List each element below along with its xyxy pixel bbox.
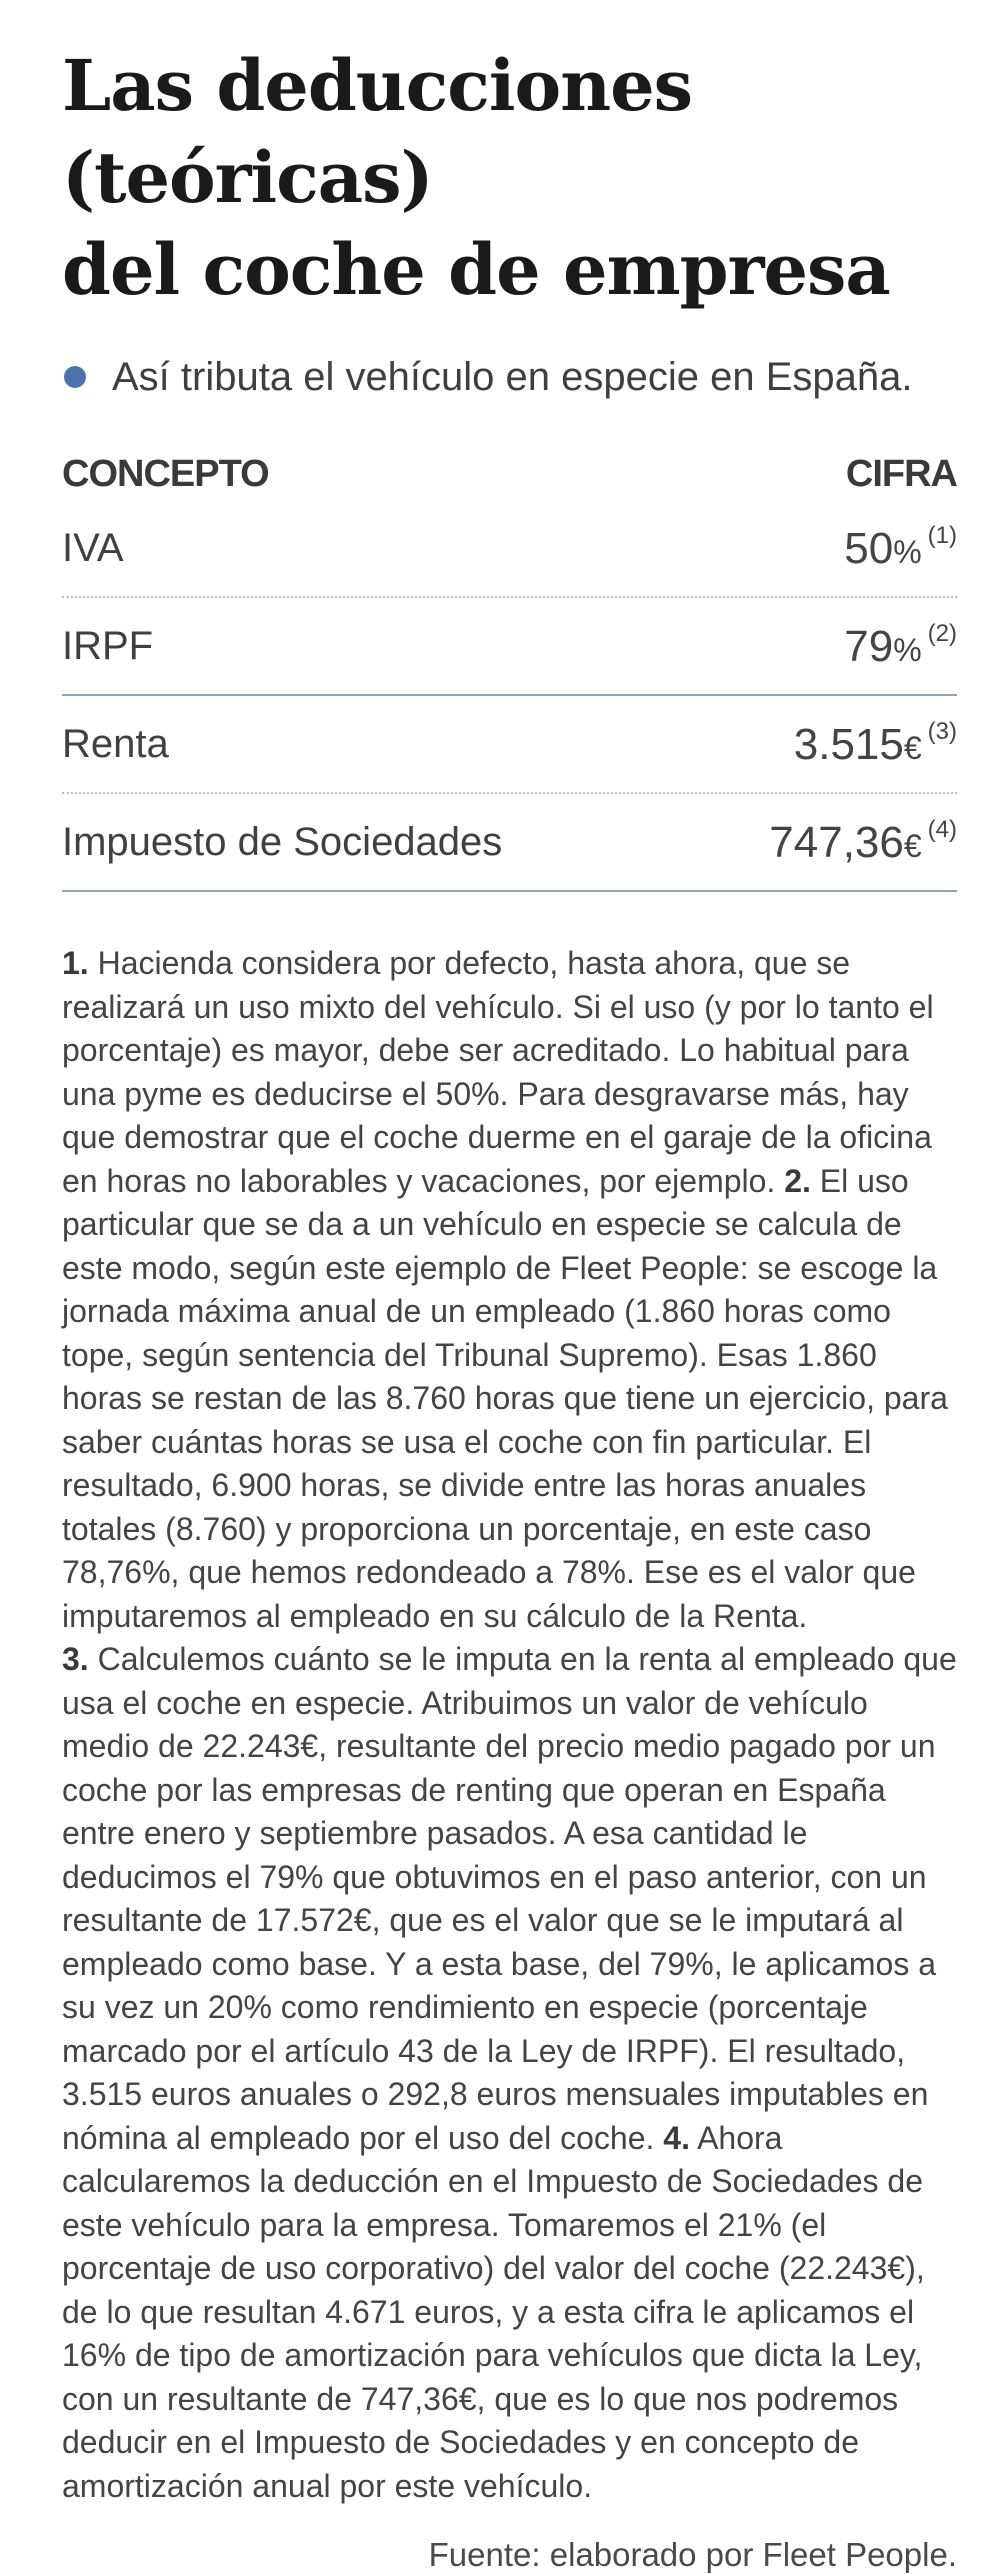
- row-concept: IVA: [62, 525, 124, 570]
- footnote-ref: (2): [927, 620, 957, 647]
- table-row: [62, 598, 957, 696]
- table-row: [62, 794, 957, 892]
- deductions-table: [62, 448, 957, 892]
- row-value: [769, 816, 957, 868]
- value-unit: %: [893, 632, 922, 668]
- row-value: [794, 718, 957, 770]
- title-line-1: Las deducciones (teóricas): [62, 44, 693, 219]
- footnote-2-text: El uso particular que se da a un vehículo en especie se calcula de este modo, según este ejemplo de Fleet People: se escoge la jornada máxima anual de un empleado (1.860 horas como tope, según sentencia del Tribunal Supremo). Esas 1.860 horas se restan de las 8.760 horas que tiene un ejercicio, para saber cuántas horas se usa el coche con fin particular. El resultado, 6.900 horas, se divide entre las horas anuales totales (8.760) y proporciona un porcentaje, en este caso 78,76%, que hemos redondeado a 78%. Ese es el valor que imputaremos al empleado en su cálculo de la Renta.: [62, 1162, 948, 1634]
- value-unit: %: [893, 534, 922, 570]
- row-concept: IRPF: [62, 623, 154, 668]
- footnote-1-number: 1.: [62, 945, 89, 981]
- value-number: 747,36: [769, 818, 904, 867]
- value-number: 3.515: [793, 720, 904, 769]
- footnotes: [62, 942, 957, 2508]
- value-number: 79: [844, 622, 894, 671]
- table-row: [62, 500, 957, 598]
- column-header-value: CIFRA: [845, 452, 957, 495]
- footnote-ref: (1): [927, 522, 957, 549]
- value-number: 50: [844, 524, 894, 573]
- value-unit: €: [903, 730, 922, 766]
- value-unit: €: [903, 828, 922, 864]
- bullet-dot-icon: [64, 366, 86, 388]
- table-header: [62, 448, 957, 500]
- subtitle-text: Así tributa el vehículo en especie en España.: [112, 354, 913, 399]
- title-line-2: del coche de empresa: [62, 228, 890, 311]
- footnote-2-number: 2.: [784, 1162, 811, 1199]
- footnote-1-text: Hacienda considera por defecto, hasta ahora, que se realizará un uso mixto del vehículo. Si el uso (y por lo tanto el porcentaje) es mayor, debe ser acreditado. Lo habitual para una pyme es deducirse el 50%. Para desgravarse más, hay que demostrar que el coche duerme en el garaje de la oficina en horas no laborables y vacaciones, por ejemplo.: [62, 945, 934, 1199]
- footnote-4-number: 4.: [663, 2119, 690, 2156]
- row-value: [844, 620, 957, 672]
- subtitle: [62, 346, 957, 408]
- footnote-3-text: Calculemos cuánto se le imputa en la renta al empleado que usa el coche en especie. Atribuimos un valor de vehículo medio de 22.243€, resultante del precio medio pagado por un coche por las empresas de renting que operan en España entre enero y septiembre pasados. A esa cantidad le deducimos el 79% que obtuvimos en el paso anterior, con un resultante de 17.572€, que es el valor que se le imputará al empleado como base. Y a esta base, del 79%, le aplicamos a su vez un 20% como rendimiento en especie (porcentaje marcado por el artículo 43 de la Ley de IRPF). El resultado, 3.515 euros anuales o 292,8 euros mensuales imputables en nómina al empleado por el uso del coche.: [62, 1641, 957, 2156]
- source-credit: Fuente: elaborado por Fleet People.: [428, 2536, 957, 2573]
- footnote-ref: (4): [927, 816, 957, 843]
- row-value: [844, 522, 957, 574]
- infographic: [62, 40, 957, 2574]
- footnote-ref: (3): [927, 718, 957, 745]
- footnote-4-text: Ahora calcularemos la deducción en el Impuesto de Sociedades de este vehículo para la empresa. Tomaremos el 21% (el porcentaje de uso corporativo) del valor del coche (22.243€), de lo que resultan 4.671 euros, y a esta cifra le aplicamos el 16% de tipo de amortización para vehículos que dicta la Ley, con un resultante de 747,36€, que es lo que nos podremos deducir en el Impuesto de Sociedades y en concepto de amortización anual por este vehículo.: [62, 2119, 925, 2504]
- footnote-3-number: 3.: [62, 1641, 89, 1677]
- page-title: [62, 40, 957, 316]
- row-concept: Renta: [62, 721, 169, 766]
- row-concept: Impuesto de Sociedades: [62, 819, 503, 864]
- table-row: [62, 696, 957, 794]
- column-header-concept: CONCEPTO: [62, 452, 269, 495]
